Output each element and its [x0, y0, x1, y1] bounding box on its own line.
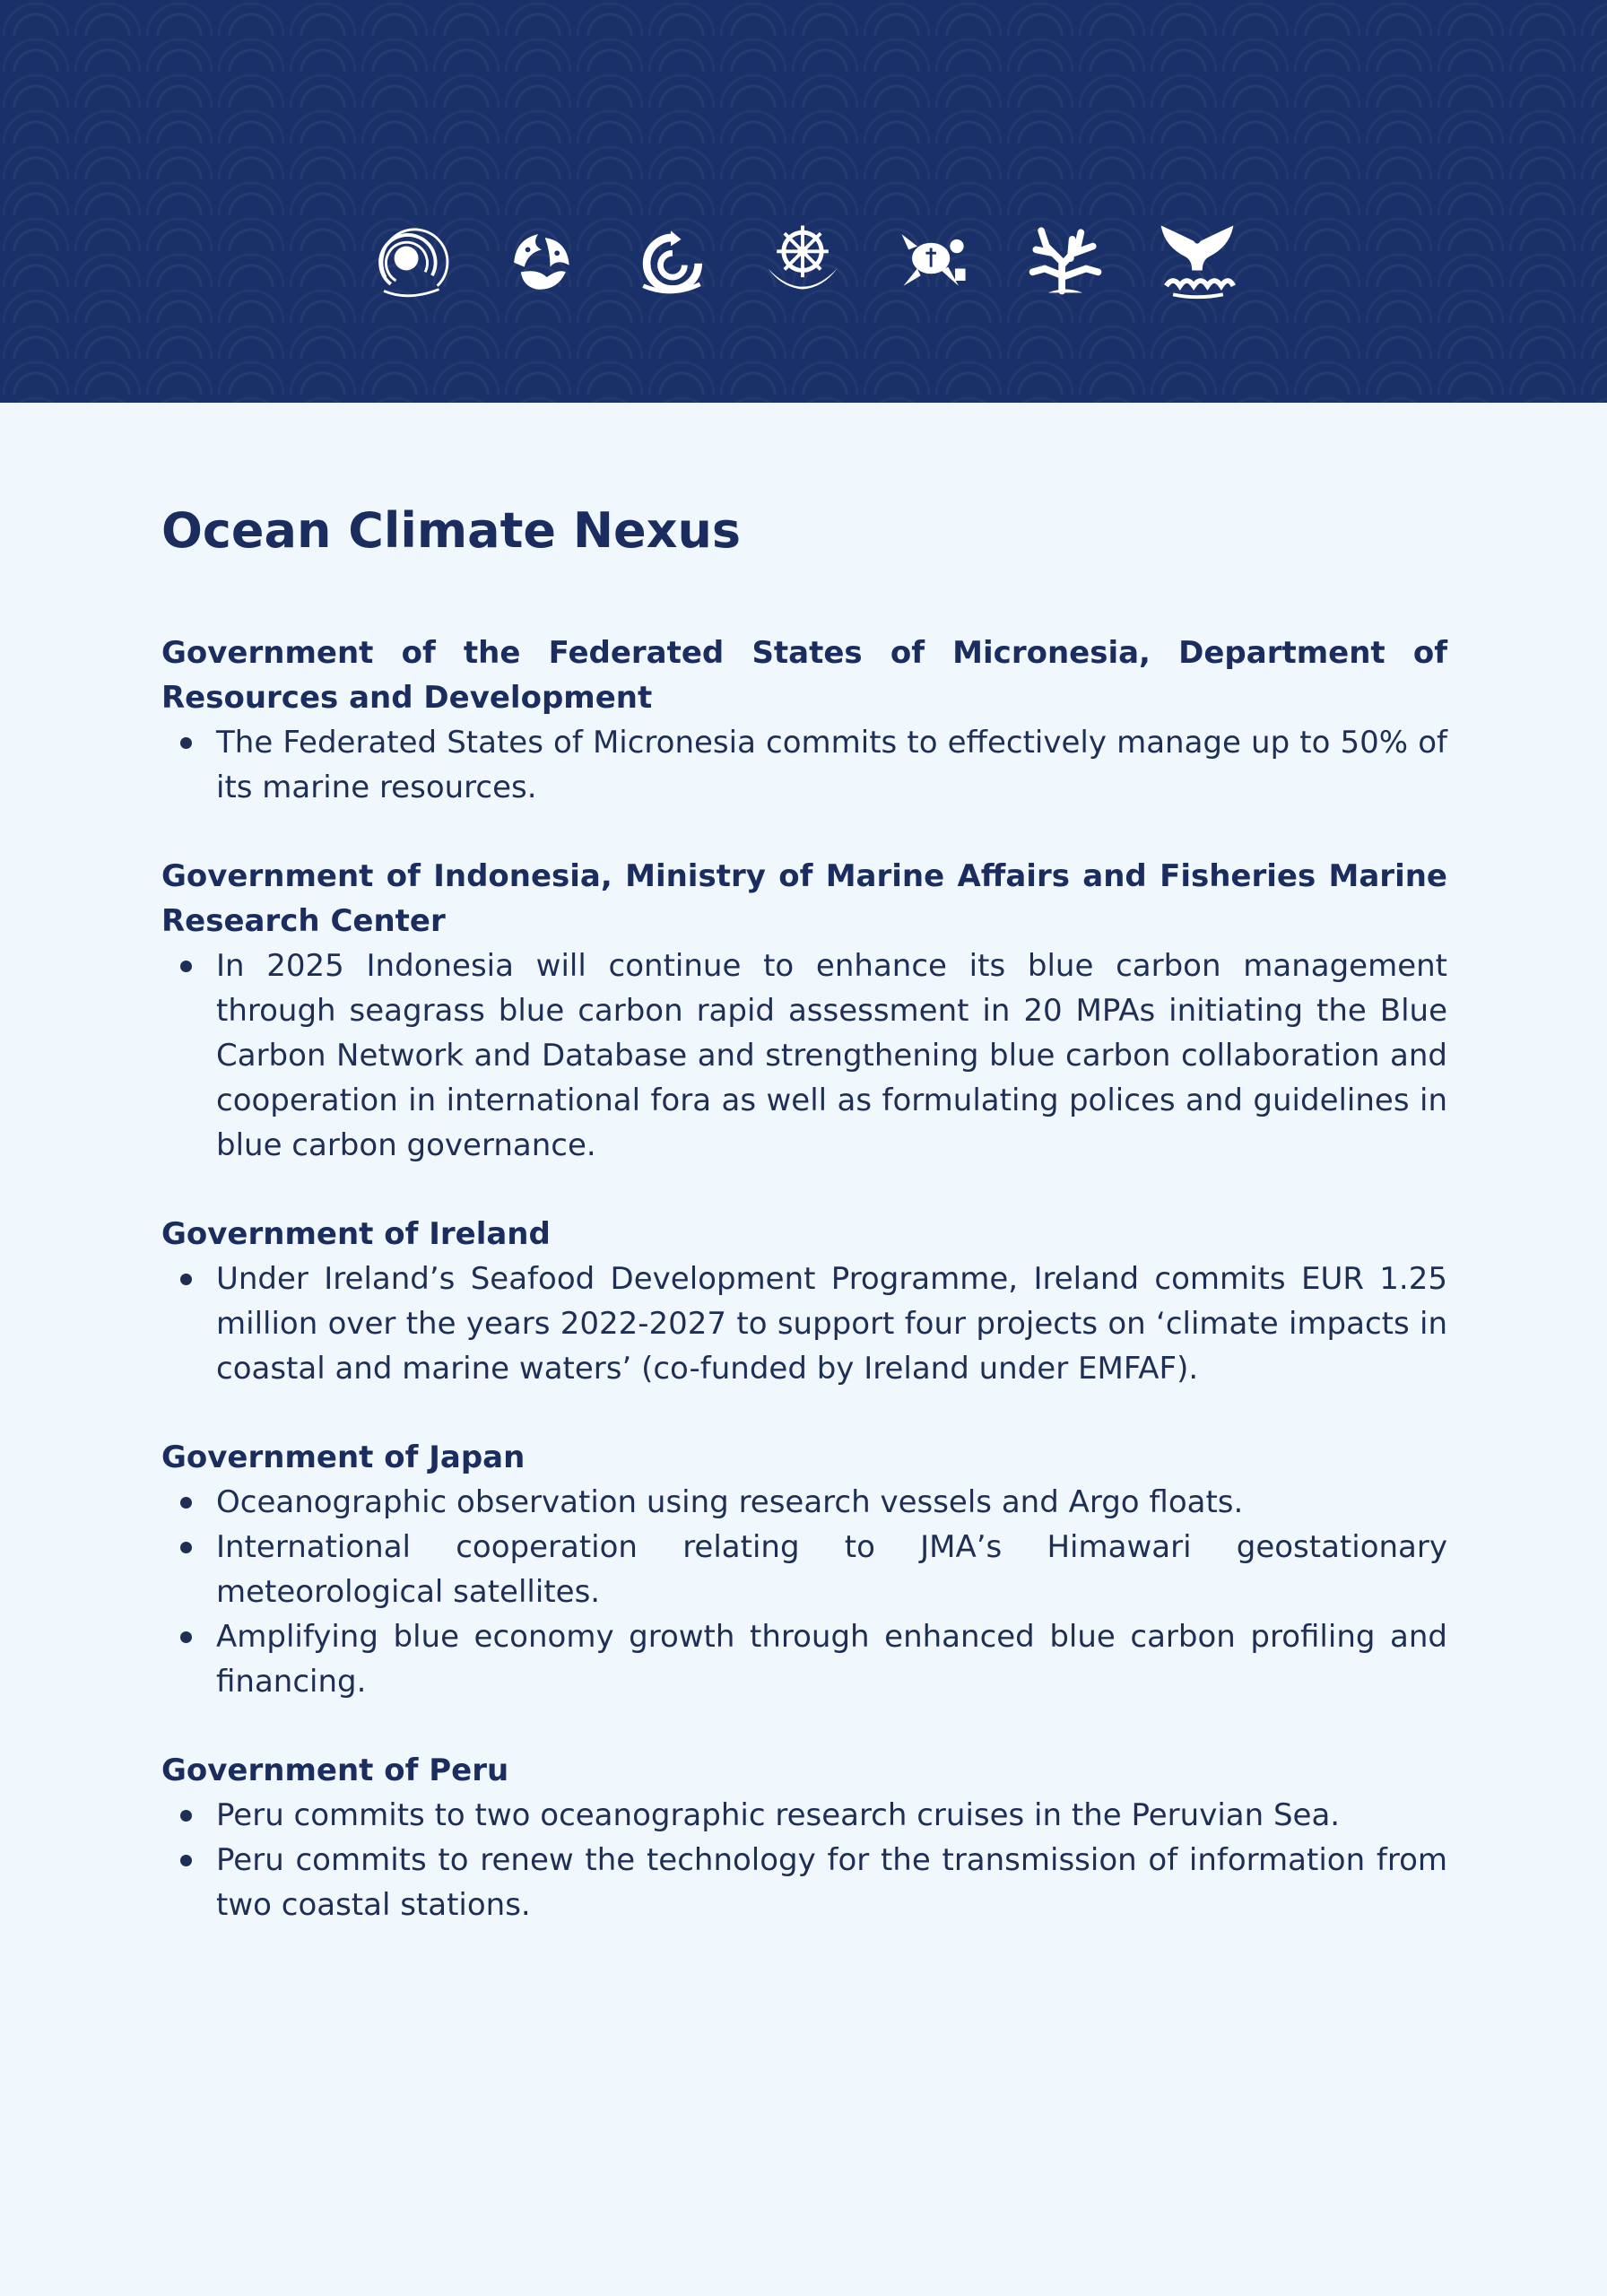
bullet-icon [180, 1542, 192, 1553]
commitment-text: Peru commits to two oceanographic research cruises in the Peruvian Sea. [216, 1796, 1341, 1833]
fish-circle-icon [495, 213, 585, 303]
commitment-item [216, 1257, 1447, 1391]
bullet-icon [180, 1631, 192, 1643]
document-body [161, 502, 1447, 1971]
bullet-icon [180, 1274, 192, 1285]
whale-tail-icon [1152, 213, 1242, 303]
section-heading: Government of the Federated States of Micronesia, Department of Resources and Development [161, 634, 1447, 716]
commitment-text: In 2025 Indonesia will continue to enhance its blue carbon management through seagrass blue carbon rapid assessment in 20 MPAs initiating the Blue Carbon Network and Database and strengthening blue carbon collaboration and cooperation in international fora as well as formulating polices and guidelines in blue carbon governance. [216, 947, 1447, 1163]
sea-turtle-icon [890, 213, 979, 303]
commitment-text: International cooperation relating to JMA’s Himawari geostationary meteorological satellites. [216, 1528, 1447, 1610]
commitment-item [216, 1480, 1447, 1525]
commitment-item [216, 1838, 1447, 1927]
commitment-text: Under Ireland’s Seafood Development Programme, Ireland commits EUR 1.25 million over the years 2022-2027 to support four projects on ‘climate impacts in coastal and marine waters’ (co-funded by Ireland under EMFAF). [216, 1260, 1447, 1387]
commitment-list [161, 1793, 1447, 1927]
bullet-icon [180, 1810, 192, 1822]
bullet-icon [180, 1855, 192, 1866]
wave-curl-icon [626, 213, 716, 303]
section-micronesia [161, 631, 1447, 810]
commitment-item [216, 1525, 1447, 1614]
commitment-list [161, 944, 1447, 1168]
commitment-text: Peru commits to renew the technology for the transmission of information from two coastal stations. [216, 1841, 1447, 1923]
commitment-text: Oceanographic observation using research vessels and Argo floats. [216, 1483, 1244, 1520]
commitment-item [216, 1614, 1447, 1704]
ship-wheel-icon [758, 213, 847, 303]
page-title: Ocean Climate Nexus [161, 502, 742, 559]
section-japan [161, 1435, 1447, 1704]
bullet-icon [180, 961, 192, 972]
commitment-item [216, 944, 1447, 1168]
header-banner [0, 0, 1607, 403]
bullet-icon [180, 1497, 192, 1509]
section-heading: Government of Japan [161, 1439, 526, 1475]
commitment-text: Amplifying blue economy growth through enhanced blue carbon profiling and financing. [216, 1618, 1447, 1700]
commitment-list [161, 1257, 1447, 1391]
section-peru [161, 1748, 1447, 1927]
coral-icon [1021, 213, 1110, 303]
section-heading: Government of Peru [161, 1752, 509, 1788]
spiral-wave-icon [363, 213, 453, 303]
bullet-icon [180, 737, 192, 749]
commitment-list [161, 720, 1447, 810]
ocean-icons-row [363, 213, 1242, 303]
commitment-text: The Federated States of Micronesia commits to effectively manage up to 50% of its marine resources. [216, 724, 1447, 805]
commitment-item [216, 1793, 1447, 1838]
section-heading: Government of Indonesia, Ministry of Marine Affairs and Fisheries Marine Research Center [161, 857, 1447, 939]
section-ireland [161, 1212, 1447, 1391]
section-heading: Government of Ireland [161, 1215, 551, 1252]
commitment-item [216, 720, 1447, 810]
section-indonesia [161, 854, 1447, 1168]
commitment-list [161, 1480, 1447, 1704]
